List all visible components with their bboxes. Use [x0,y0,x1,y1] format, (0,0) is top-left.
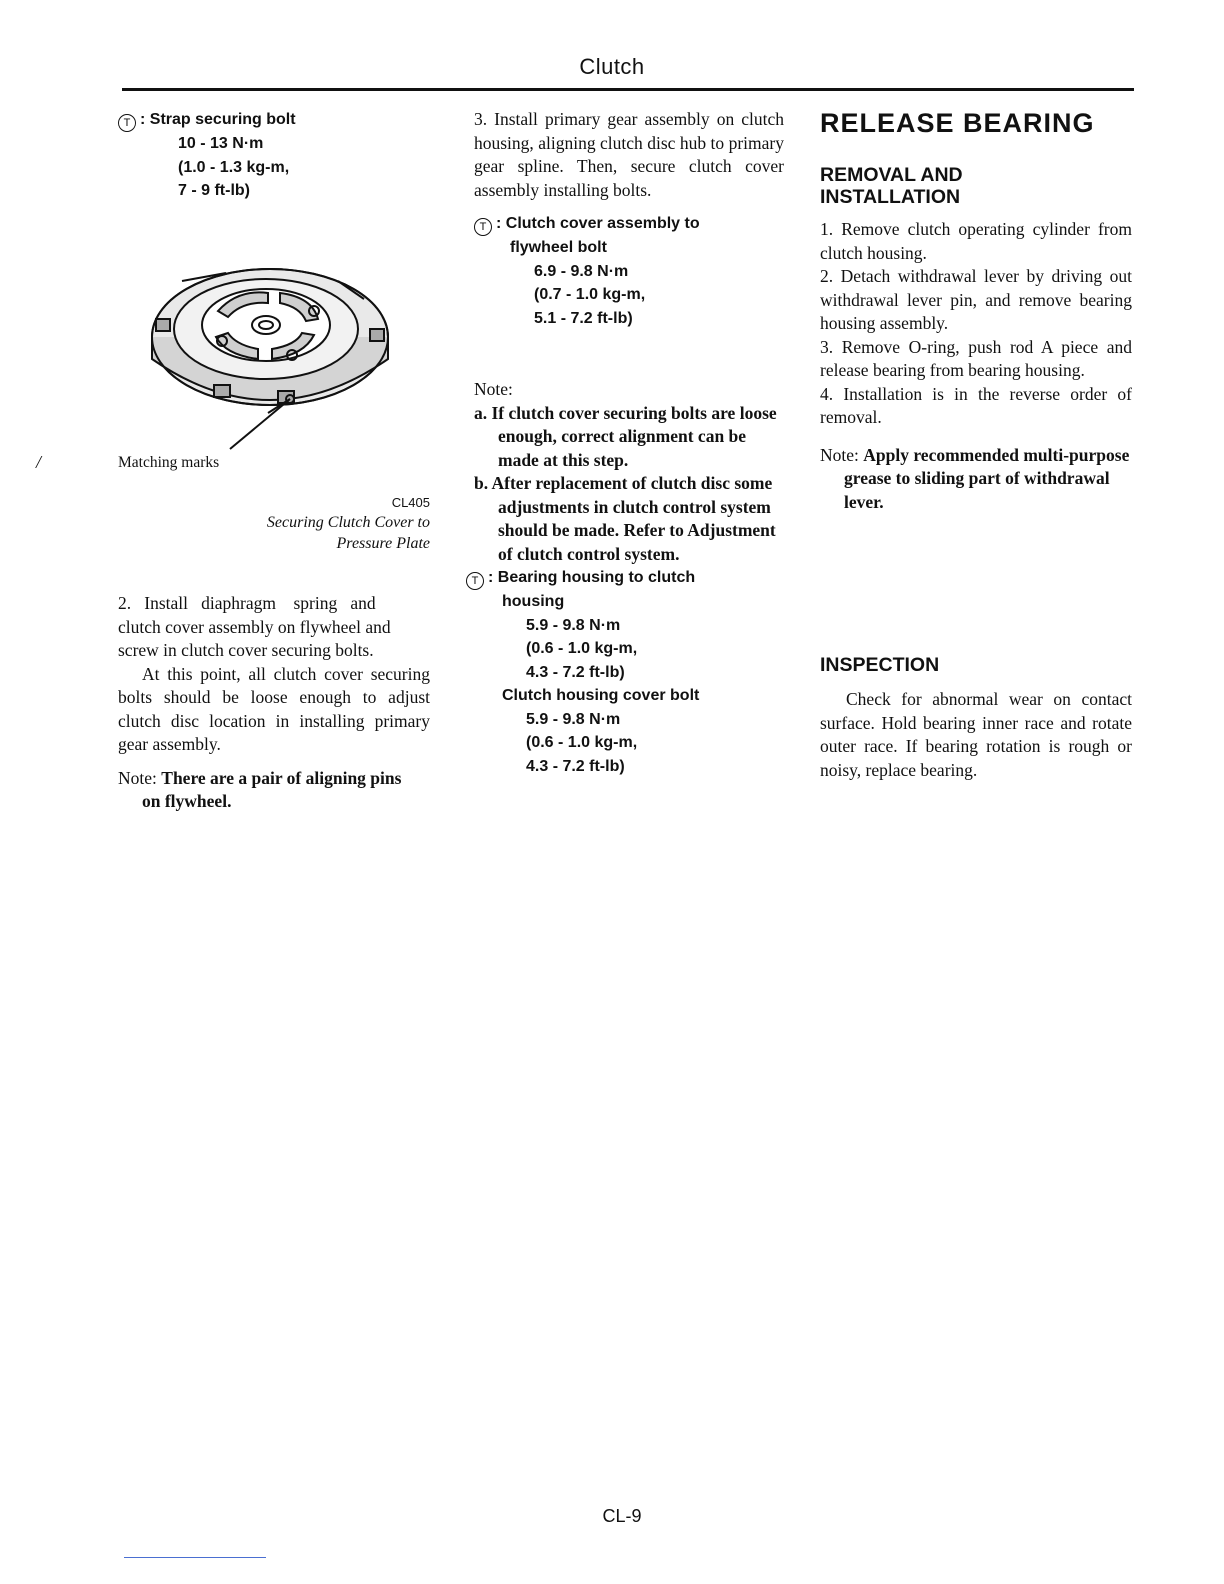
spec-value: (0.6 - 1.0 kg-m, [526,734,638,751]
clutch-cover-illustration [118,241,430,485]
removal-step: 1. Remove clutch operating cylinder from clutch housing. [820,219,1132,263]
note-text-cont: on flywheel. [142,791,232,811]
note-b: b. After replacement of clutch disc some adjustments in clutch control system should be made. Refer to Adjustment of clutch control system. [474,473,776,564]
note-label: Note: [820,444,859,465]
spec-value: 4.3 - 7.2 ft-lb) [526,757,625,775]
page-number: CL-9 [602,1506,642,1526]
column-1 [118,108,430,814]
header-rule [122,88,1134,91]
spec-value: (0.7 - 1.0 kg-m, [534,286,646,303]
note-text: Apply recommended multi-purpose grease to sliding part of withdrawal lever. [844,444,1130,512]
spec-value: 5.1 - 7.2 ft-lb) [534,309,633,327]
removal-step: 3. Remove O-ring, push rod A piece and release bearing from bearing housing. [820,336,1132,380]
figure-code: CL405 [391,494,430,510]
cover-bolt-spec [474,212,784,330]
spec-value: 4.3 - 7.2 ft-lb) [526,663,625,681]
spec-label-cont: flywheel bolt [510,239,607,256]
figure-caption [118,493,430,555]
subsection-title-line: REMOVAL AND [820,164,963,186]
note-label: Note: [474,379,513,399]
note-label: Note: [118,767,157,788]
spec-label: : Strap securing bolt [140,111,296,128]
matching-marks-label: Matching marks [118,453,220,471]
step-2-line1: 2. Install diaphragm spring and [118,593,376,613]
section-title: RELEASE BEARING [820,108,1095,138]
spec-label: Clutch housing cover bolt [502,687,700,704]
step-2-text: clutch cover assembly on flywheel and screw in clutch cover securing bolts. [118,616,391,660]
subsection-title [820,164,1132,208]
spec-value: 10 - 13 N·m [178,135,264,152]
spec-value: 5.9 - 9.8 N·m [526,710,621,728]
spec-label-cont: housing [502,593,565,610]
note-block [820,444,1132,515]
note-block [474,378,784,566]
spec-label: : Bearing housing to clutch [488,569,696,586]
spec-value: 6.9 - 9.8 N·m [534,262,629,280]
torque-icon: T [466,572,484,590]
torque-icon: T [118,114,136,132]
note-text: There are a pair of aligning pins [161,767,402,788]
subsection-title-line: INSTALLATION [820,186,961,208]
spec-label: : Clutch cover assembly to [496,215,700,232]
step-3-text: 3. Install primary gear assembly on clutch housing, aligning clutch disc hub to primary gear spline. Then, secure clutch cover assembly installing bolts. [474,109,784,200]
footer-line [124,1557,266,1558]
bullet-text: At this point, all clutch cover securing bolts should be loose enough to adjust clutch disc location in installing primary gear assembly. [118,663,430,754]
strap-bolt-spec [118,108,430,203]
column-3 [820,108,1132,782]
inspection-title: INSPECTION [820,654,940,676]
note-a: a. If clutch cover securing bolts are loose enough, correct alignment can be made at this step. [474,402,777,470]
page-header: Clutch [579,54,645,79]
torque-icon: T [474,218,492,236]
removal-step: 4. Installation is in the reverse order of removal. [820,383,1132,427]
caption-line: Securing Clutch Cover to [266,514,430,531]
removal-step: 2. Detach withdrawal lever by driving out withdrawal lever pin, and remove bearing housing assembly. [820,266,1132,333]
spec-value: (1.0 - 1.3 kg-m, [178,158,290,176]
margin-mark: / [36,452,42,472]
spec-value: 5.9 - 9.8 N·m [526,616,621,634]
bearing-housing-spec [466,566,784,778]
step-2 [118,592,430,757]
spec-value: 7 - 9 ft-lb) [178,182,250,199]
caption-line: Pressure Plate [336,534,430,552]
inspection-text: Check for abnormal wear on contact surface. Hold bearing inner race and rotate outer race. If bearing rotation is rough or noisy, replace bearing. [820,689,1132,780]
column-2 [471,108,784,778]
clutch-cover-figure [118,241,430,485]
note-block [118,767,430,814]
spec-value: (0.6 - 1.0 kg-m, [526,640,638,657]
